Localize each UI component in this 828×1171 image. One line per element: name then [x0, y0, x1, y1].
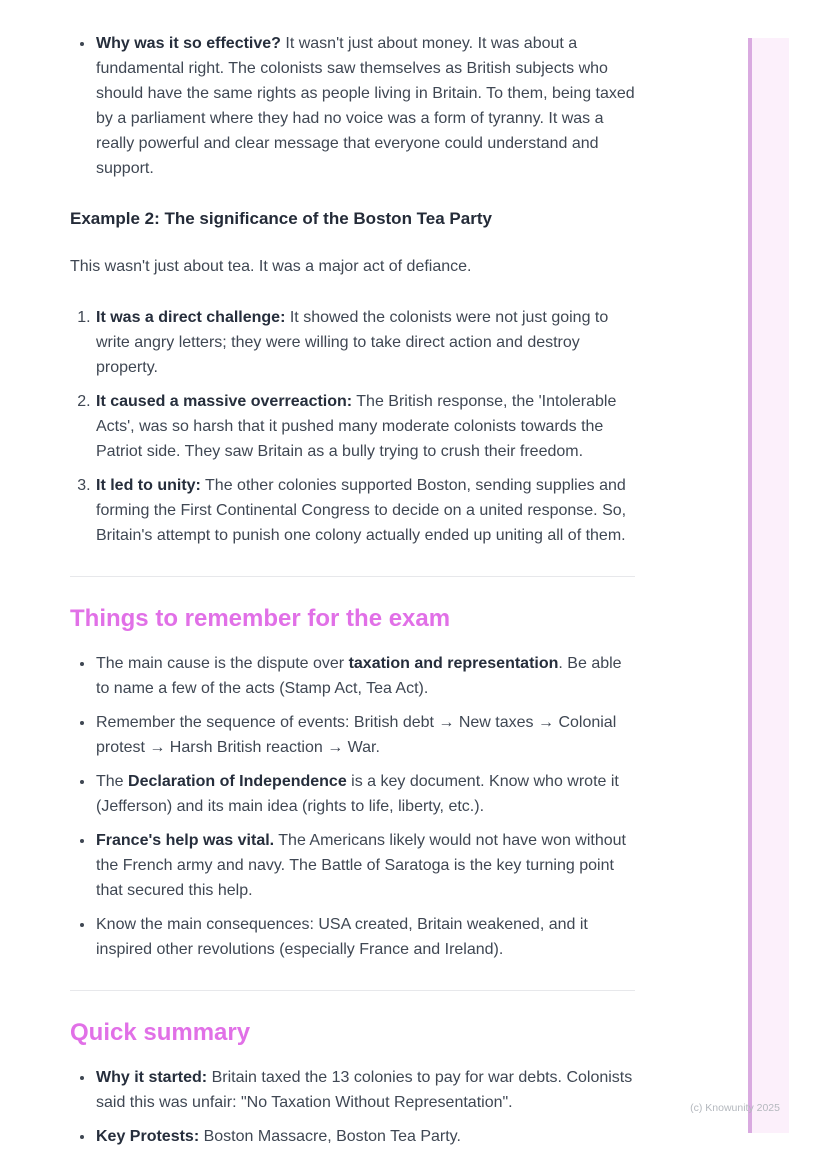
example2-heading: Example 2: The significance of the Boston Tea Party — [70, 209, 492, 228]
bold-text-run: taxation and representation — [348, 655, 559, 672]
list-item — [95, 31, 635, 181]
text-run: Boston Massacre, Boston Tea Party. — [199, 1128, 461, 1145]
section-divider — [70, 990, 635, 991]
document-content — [70, 31, 635, 1149]
example2-numbered-list — [70, 305, 635, 548]
list-item — [95, 389, 635, 464]
list-item — [95, 828, 635, 903]
example2-lead-paragraph: This wasn't just about tea. It was a major act of defiance. — [70, 258, 472, 275]
text-run: The — [96, 773, 129, 790]
list-item — [95, 769, 635, 819]
list-item — [95, 710, 635, 760]
bold-text-run: It was a direct challenge: — [96, 309, 286, 326]
text-run: The main cause is the dispute over — [96, 655, 349, 672]
intro-bullet-list — [70, 31, 635, 181]
text-run: is a key document. Know who wrote it (Jefferson) and its main idea (rights to life, liberty, etc.). — [96, 773, 619, 815]
list-item — [95, 1065, 635, 1115]
text-run: The British response, the 'Intolerable Acts', was so harsh that it pushed many moderate colonists towards the Patriot side. They saw Britain as a bully trying to crush their freedom. — [96, 393, 617, 460]
text-run: It showed the colonists were not just going to write angry letters; they were willing to take direct action and destroy property. — [96, 309, 609, 376]
text-run: Remember the sequence of events: British debt → New taxes → Colonial protest → Harsh British reaction → War. — [96, 714, 617, 756]
exam-section-heading: Things to remember for the exam — [70, 605, 451, 632]
bold-text-run: Key Protests: — [96, 1128, 200, 1145]
text-run: Britain taxed the 13 colonies to pay for war debts. Colonists said this was unfair: "No Taxation Without Representation". — [96, 1069, 633, 1111]
bold-text-run: France's help was vital. — [96, 832, 275, 849]
text-run: The other colonies supported Boston, sending supplies and forming the First Continental Congress to decide on a united response. So, Britain's attempt to punish one colony actually ended up uniting all of them. — [96, 477, 627, 544]
bold-text-run: It led to unity: — [96, 477, 201, 494]
summary-section-heading: Quick summary — [70, 1019, 251, 1046]
list-item — [95, 305, 635, 380]
list-item — [95, 1124, 635, 1149]
side-decoration-line — [748, 38, 752, 1133]
summary-bullet-list — [70, 1065, 635, 1149]
text-run: It wasn't just about money. It was about a fundamental right. The colonists saw themselves as British subjects who should have the same rights as people living in Britain. To them, being taxed by a parliament where they had no voice was a form of tyranny. It was a really powerful and clear message that everyone could understand and support. — [96, 35, 635, 177]
bold-text-run: Declaration of Independence — [128, 773, 347, 790]
side-decoration-panel — [752, 38, 789, 1133]
bold-text-run: Why was it so effective? — [96, 35, 281, 52]
exam-bullet-list — [70, 651, 635, 962]
list-item — [95, 912, 635, 962]
list-item — [95, 651, 635, 701]
text-run: The Americans likely would not have won without the French army and navy. The Battle of Saratoga is the key turning point that secured this help. — [96, 832, 626, 899]
list-item — [95, 473, 635, 548]
section-divider — [70, 576, 635, 577]
bold-text-run: Why it started: — [96, 1069, 208, 1086]
bold-text-run: It caused a massive overreaction: — [96, 393, 353, 410]
copyright-watermark: (c) Knowunity 2025 — [690, 1102, 780, 1114]
text-run: Know the main consequences: USA created, Britain weakened, and it inspired other revolutions (especially France and Ireland). — [96, 916, 588, 958]
text-run: . Be able to name a few of the acts (Stamp Act, Tea Act). — [96, 655, 622, 697]
